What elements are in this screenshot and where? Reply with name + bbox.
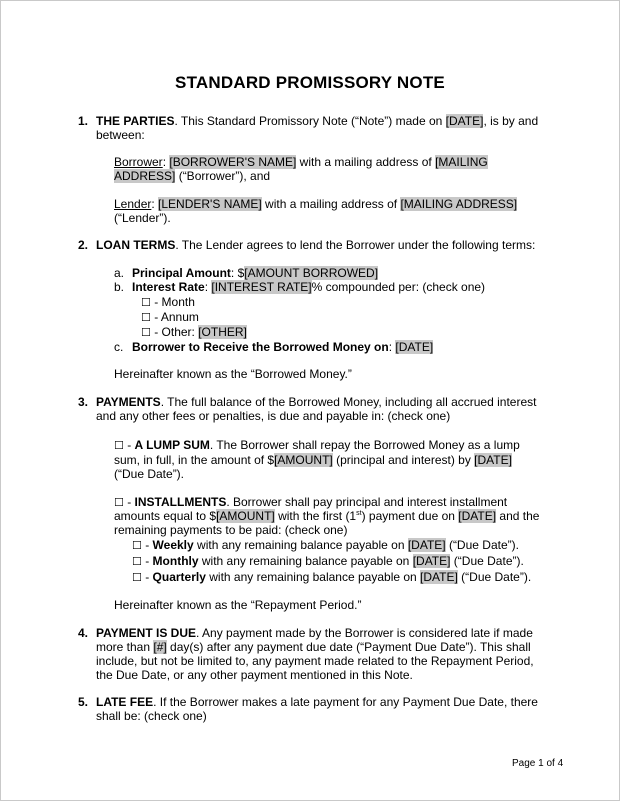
section-1-number: 1. (78, 114, 89, 128)
checkbox-icon: ☐ (114, 496, 124, 509)
borrower-address-field-cont: ADDRESS] (114, 169, 176, 183)
option-other[interactable]: ☐ - Other: [OTHER] (141, 325, 247, 339)
repayment-period-definition: Hereinafter known as the “Repayment Period.” (114, 598, 362, 612)
checkbox-icon: ☐ (141, 326, 151, 339)
section-5-line-2: shall be: (check one) (96, 709, 207, 723)
lump-sum-line-2: sum, in full, in the amount of $[AMOUNT] (principal and interest) by [DATE] (114, 453, 512, 467)
option-annum[interactable]: ☐ - Annum (141, 310, 199, 324)
installments-line-2: amounts equal to $[AMOUNT] with the first (1st) payment due on [DATE] and the (114, 509, 540, 523)
section-4-line-2: more than [#] day(s) after any payment due date (“Payment Due Date”). This shall (96, 640, 531, 654)
other-field: [OTHER] (198, 325, 247, 339)
weekly-date-field: [DATE] (407, 538, 446, 552)
borrower-name-field: [BORROWER'S NAME] (169, 155, 297, 169)
checkbox-icon: ☐ (141, 296, 151, 309)
list-marker-b: b. (114, 280, 125, 294)
section-2-number: 2. (78, 238, 89, 252)
section-3-line-1: PAYMENTS. The full balance of the Borrowed Money, including all accrued interest (96, 395, 537, 409)
list-marker-a: a. (114, 266, 125, 280)
section-1-heading: THE PARTIES (96, 114, 175, 128)
date-field: [DATE] (445, 114, 484, 128)
option-quarterly[interactable]: ☐ - Quarterly with any remaining balance payable on [DATE] (“Due Date”). (132, 570, 532, 584)
days-field: [#] (153, 640, 167, 654)
section-2-line-1: LOAN TERMS. The Lender agrees to lend the Borrower under the following terms: (96, 238, 536, 252)
installments-line-1[interactable]: ☐ - INSTALLMENTS. Borrower shall pay principal and interest installment (114, 495, 508, 509)
monthly-date-field: [DATE] (412, 554, 451, 568)
section-5-number: 5. (78, 695, 89, 709)
lender-label: Lender (114, 197, 152, 211)
borrower-line-2: ADDRESS] (“Borrower”), and (114, 169, 271, 183)
section-5-heading: LATE FEE (96, 695, 154, 709)
section-5-line-1: LATE FEE. If the Borrower makes a late payment for any Payment Due Date, there (96, 695, 538, 709)
section-1-line-2: between: (96, 128, 145, 142)
lender-line-2: (“Lender”). (114, 211, 171, 225)
checkbox-icon: ☐ (132, 555, 142, 568)
quarterly-date-field: [DATE] (420, 570, 458, 584)
section-3-heading: PAYMENTS (96, 395, 161, 409)
checkbox-icon: ☐ (132, 539, 142, 552)
lump-sum-line-3: (“Due Date”). (114, 467, 185, 481)
lump-amount-field: [AMOUNT] (274, 453, 333, 467)
section-2-heading: LOAN TERMS (96, 238, 176, 252)
receive-money-line: Borrower to Receive the Borrowed Money on: [DATE] (132, 340, 434, 354)
checkbox-icon: ☐ (141, 311, 151, 324)
borrower-label: Borrower (114, 155, 163, 169)
borrower-line-1: Borrower: [BORROWER'S NAME] with a mailing address of [MAILING (114, 155, 488, 169)
section-4-number: 4. (78, 626, 89, 640)
principal-amount-line: Principal Amount: $[AMOUNT BORROWED] (132, 266, 379, 280)
installments-line-3: remaining payments to be paid: (check one) (114, 523, 348, 537)
amount-borrowed-field: [AMOUNT BORROWED] (244, 266, 379, 280)
lender-address-field: [MAILING ADDRESS] (400, 197, 518, 211)
lender-name-field: [LENDER'S NAME] (158, 197, 262, 211)
borrowed-money-definition: Hereinafter known as the “Borrowed Money.” (114, 367, 352, 381)
checkbox-icon: ☐ (132, 571, 142, 584)
checkbox-icon: ☐ (114, 439, 124, 452)
section-4-line-3: include, but not be limited to, any payment made related to the Repayment Period, (96, 654, 534, 668)
section-4-heading: PAYMENT IS DUE (96, 626, 197, 640)
lender-line-1: Lender: [LENDER'S NAME] with a mailing address of [MAILING ADDRESS] (114, 197, 518, 211)
interest-rate-field: [INTEREST RATE] (211, 280, 312, 294)
section-1-line-1: THE PARTIES. This Standard Promissory Note (“Note”) made on [DATE], is by and (96, 114, 539, 128)
lump-date-field: [DATE] (474, 453, 512, 467)
list-marker-c: c. (114, 340, 124, 354)
installment-amount-field: [AMOUNT] (216, 509, 275, 523)
borrower-address-field: [MAILING (435, 155, 488, 169)
document-title: STANDARD PROMISSORY NOTE (175, 73, 445, 92)
section-4-line-4: the Due Date, or any other payment mentioned in this Note. (96, 668, 413, 682)
section-3-number: 3. (78, 395, 89, 409)
section-4-line-1: PAYMENT IS DUE. Any payment made by the Borrower is considered late if made (96, 626, 533, 640)
option-monthly[interactable]: ☐ - Monthly with any remaining balance payable on [DATE] (“Due Date”). (132, 554, 524, 568)
receive-date-field: [DATE] (395, 340, 434, 354)
lump-sum-line-1[interactable]: ☐ - A LUMP SUM. The Borrower shall repay the Borrowed Money as a lump (114, 438, 520, 452)
page-number: Page 1 of 4 (512, 758, 564, 769)
section-3-line-2: and any other fees or penalties, is due and payable in: (check one) (96, 409, 451, 423)
option-month[interactable]: ☐ - Month (141, 295, 195, 309)
interest-rate-line: Interest Rate: [INTEREST RATE]% compounded per: (check one) (132, 280, 486, 294)
option-weekly[interactable]: ☐ - Weekly with any remaining balance payable on [DATE] (“Due Date”). (132, 538, 519, 552)
first-payment-date-field: [DATE] (458, 509, 497, 523)
